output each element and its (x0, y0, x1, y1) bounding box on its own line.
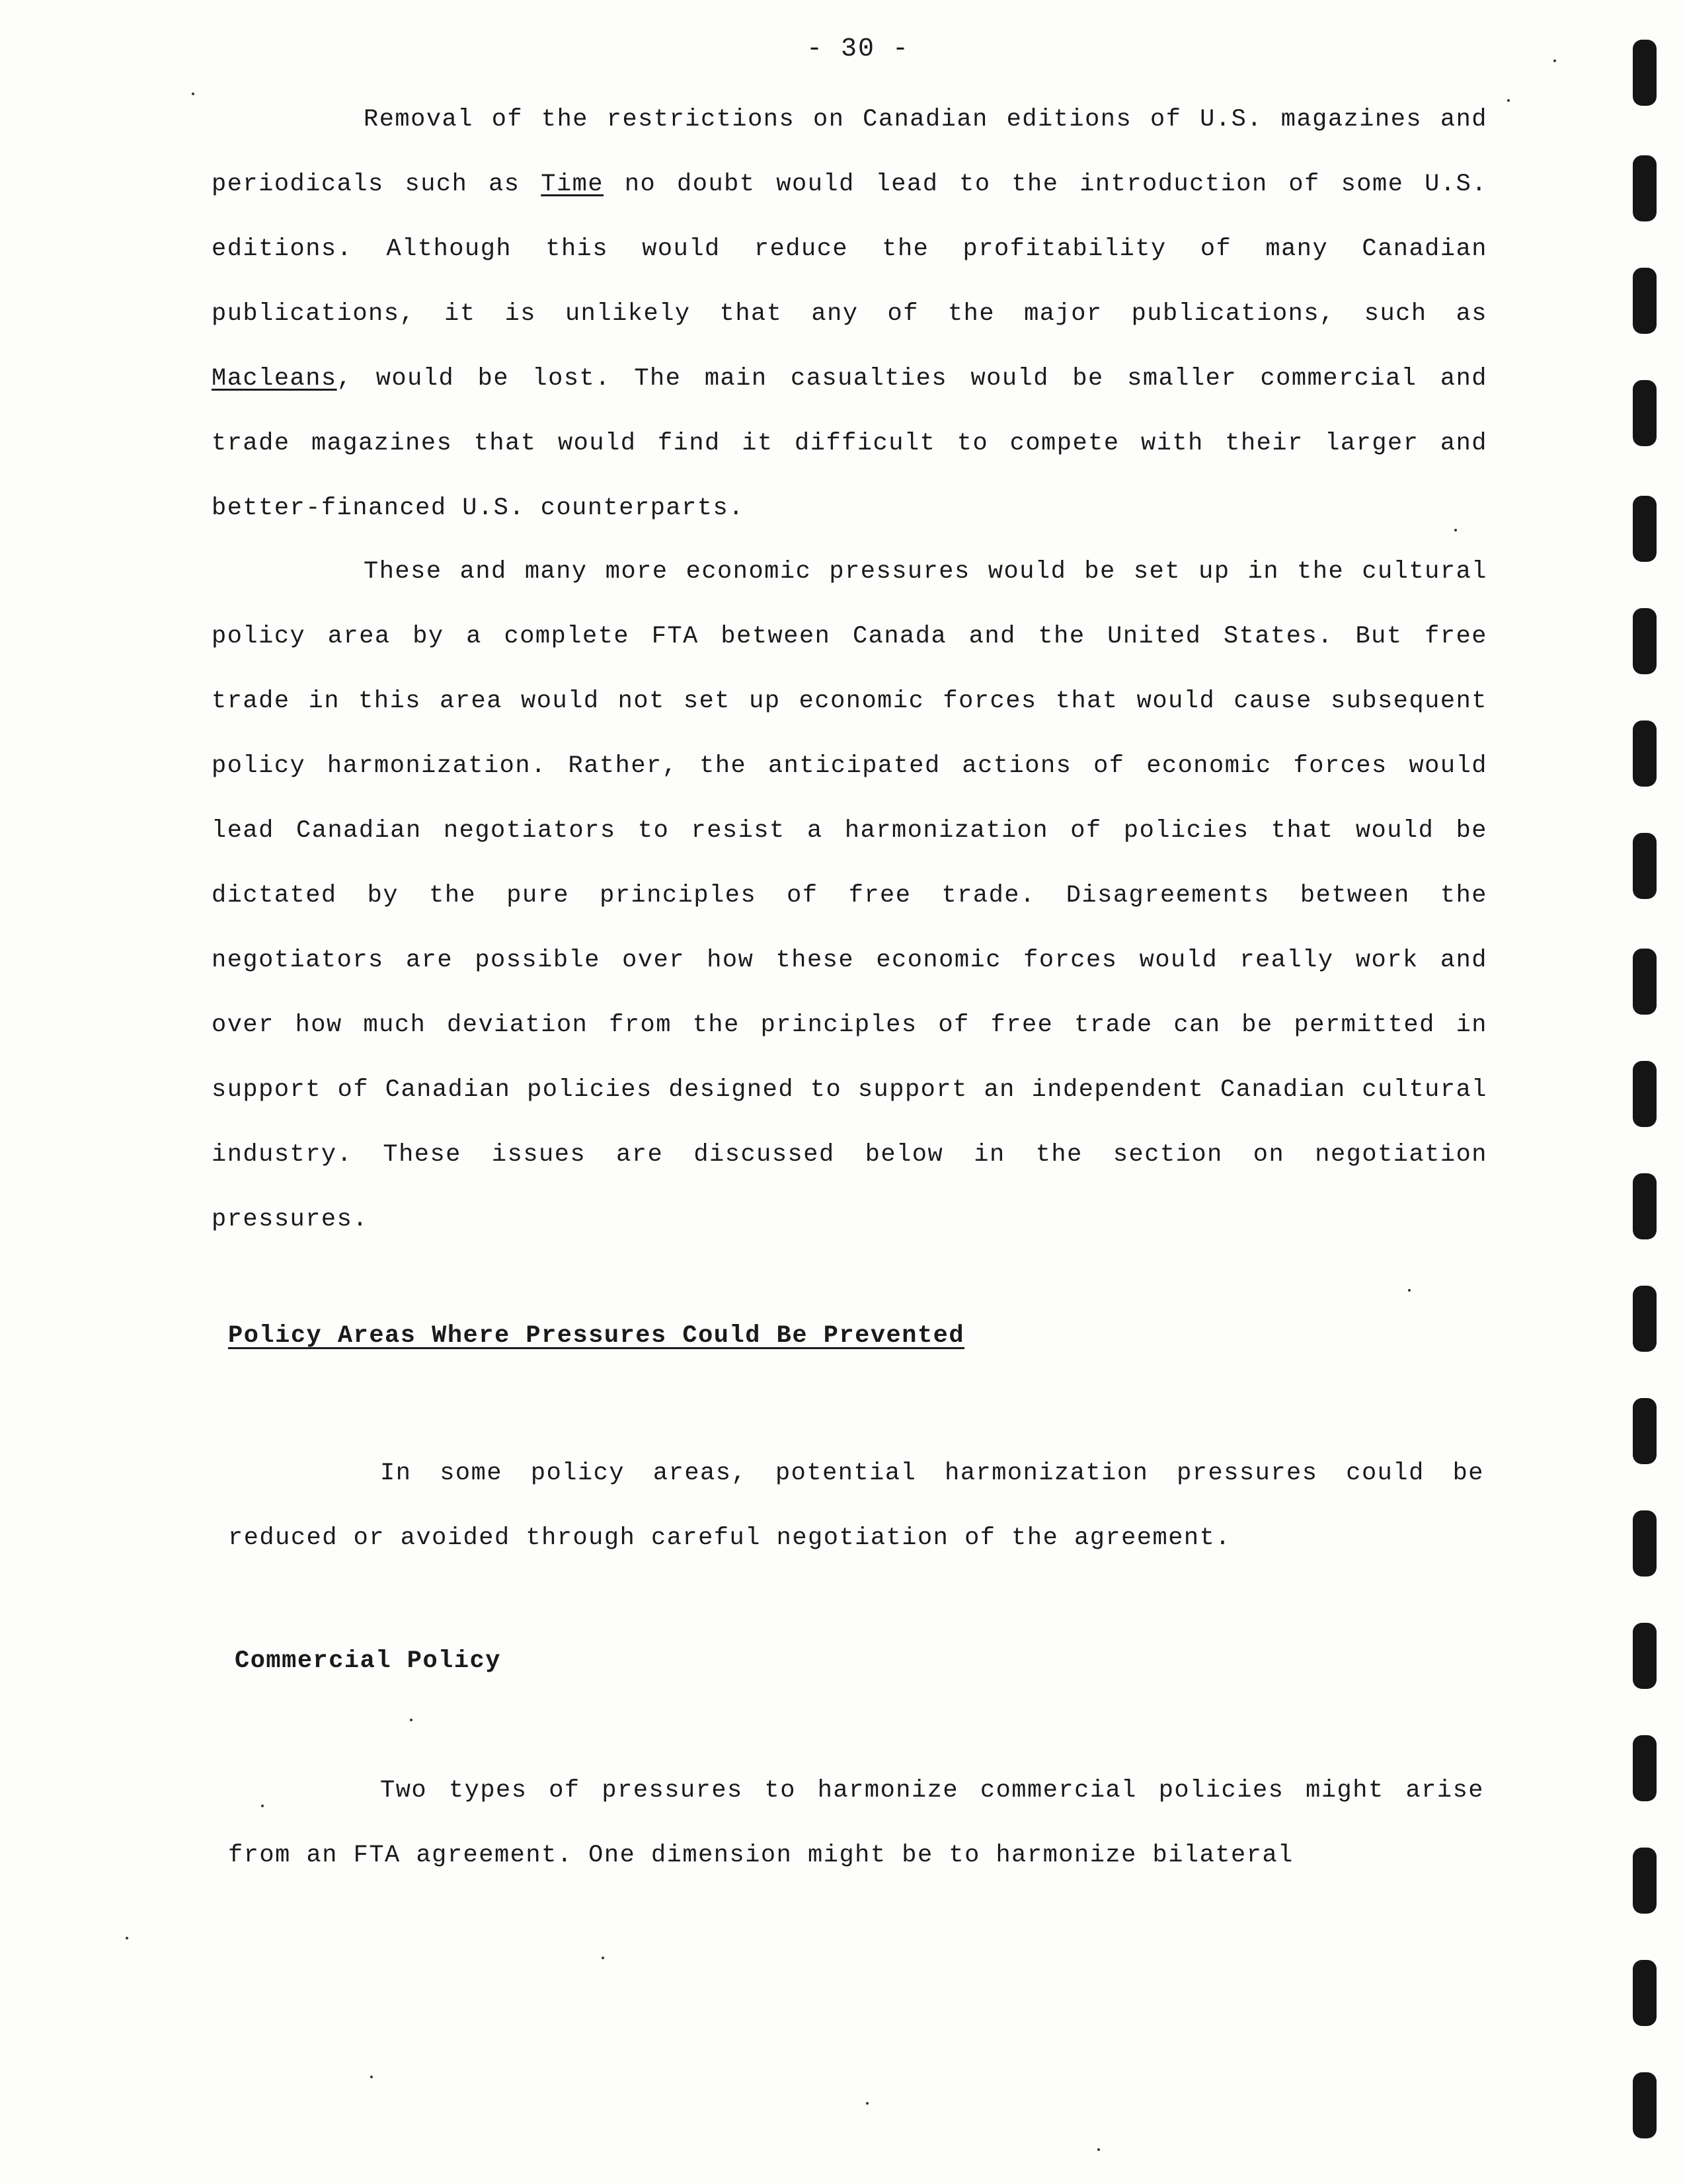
underlined-title-time: Time (541, 171, 604, 198)
scan-speck (126, 1937, 128, 1939)
binding-hole (1633, 1061, 1657, 1127)
scan-speck (261, 1805, 264, 1807)
binding-hole (1633, 1398, 1657, 1464)
scan-speck (866, 2102, 869, 2105)
paragraph-cultural-policy: These and many more economic pressures would be set up in the cultural policy area by a complete FTA between Canada and the United States. But free trade in this area would not set up economic forces that would cause subsequent policy harmonization. Rather, the anticipated actions of economic forces would lead Canadian negotiators to resist a harmonization of policies that would be dictated by the pure principles of free trade. Disagreements between the negotiators are possible over how these economic forces would really work and over how much deviation from the principles of free trade can be permitted in support of Canadian policies designed to support an independent Canadian cultural industry. These issues are discussed below in the section on negotiation pressures. (212, 558, 1487, 1233)
scan-speck (192, 93, 194, 95)
scan-speck (1097, 2148, 1100, 2151)
binding-hole (1633, 380, 1657, 446)
scan-speck (1553, 59, 1556, 62)
paragraph-prevention: In some policy areas, potential harmonization pressures could be reduced or avoided through careful negotiation of the agreement. (228, 1460, 1484, 1552)
binding-hole (1633, 721, 1657, 787)
paragraph-text: no doubt would lead to the introduction of some U.S. editions. Although this would reduce the profitability of many Canadian publications, it is unlikely that any of the major publications, such as (212, 171, 1487, 328)
underlined-title-macleans: Macleans (212, 365, 337, 393)
binding-hole (1633, 1173, 1657, 1239)
binding-hole (1633, 833, 1657, 899)
binding-hole (1633, 268, 1657, 334)
binding-hole (1633, 40, 1657, 106)
scan-speck (1507, 99, 1510, 102)
scan-speck (602, 1957, 604, 1959)
binding-holes (1630, 40, 1664, 2168)
binding-hole (1633, 1623, 1657, 1689)
scan-speck (1454, 529, 1457, 531)
section-heading: Policy Areas Where Pressures Could Be Prevented (228, 1322, 965, 1350)
binding-hole (1633, 1510, 1657, 1577)
paragraph-text: Removal of the restrictions on Canadian editions of U.S. magazines and periodicals such as (212, 106, 1487, 198)
binding-hole (1633, 1286, 1657, 1352)
paragraph-text: , would be lost. The main casualties would be smaller commercial and trade magazines that would find it difficult to compete with their larger and better-financed U.S. counterparts. (212, 365, 1487, 522)
paragraph-commercial-policy: Two types of pressures to harmonize commercial policies might arise from an FTA agreement. One dimension might be to harmonize bilateral (228, 1777, 1484, 1869)
binding-hole (1633, 2072, 1657, 2138)
binding-hole (1633, 1735, 1657, 1801)
binding-hole (1633, 1848, 1657, 1914)
page-number: - 30 - (806, 34, 910, 64)
scan-speck (410, 1719, 412, 1721)
binding-hole (1633, 949, 1657, 1015)
binding-hole (1633, 155, 1657, 221)
binding-hole (1633, 496, 1657, 562)
binding-hole (1633, 1960, 1657, 2026)
scan-speck (1408, 1289, 1411, 1292)
subsection-heading: Commercial Policy (235, 1647, 501, 1675)
scan-speck (370, 2076, 373, 2078)
paragraph-magazines (212, 87, 1487, 541)
binding-hole (1633, 608, 1657, 674)
